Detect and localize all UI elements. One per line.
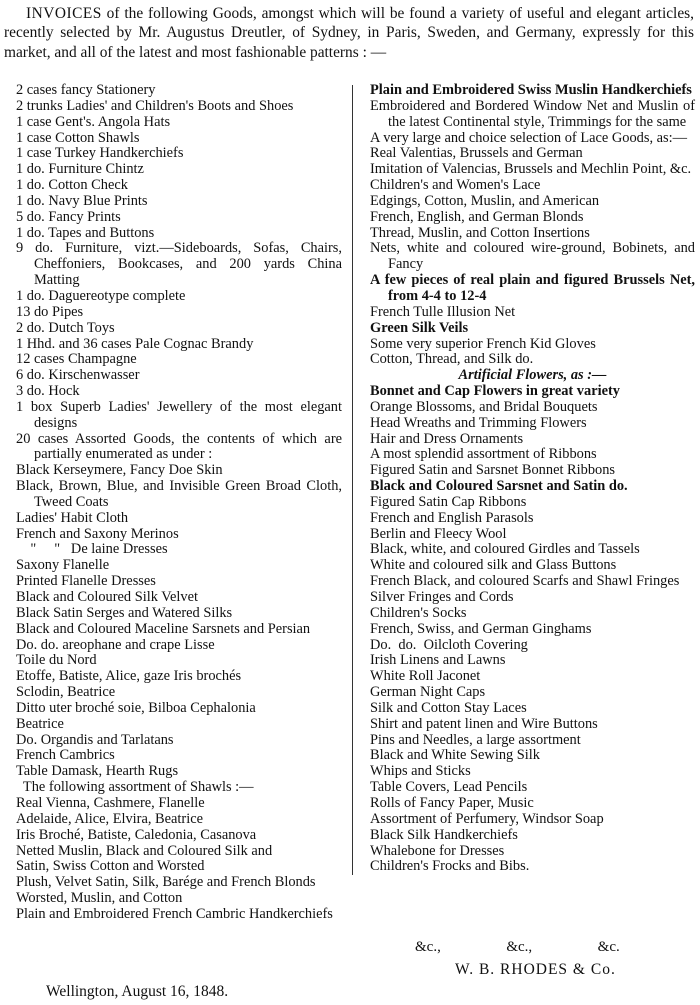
list-item: Imitation of Valencias, Brussels and Mechlin Point, &c.	[370, 161, 692, 178]
list-item: Black Satin Serges and Watered Silks	[16, 604, 233, 621]
list-item: " " De laine Dresses	[16, 541, 168, 558]
list-item: 1 do. Navy Blue Prints	[16, 192, 148, 209]
list-item: 13 do Pipes	[16, 303, 84, 320]
list-item: Some very superior French Kid Gloves	[370, 335, 596, 352]
list-item: Printed Flanelle Dresses	[16, 573, 156, 590]
list-item: Sclodin, Beatrice	[16, 684, 116, 701]
list-item: German Night Caps	[370, 684, 486, 701]
list-item: A very large and choice selection of Lace Goods, as:—	[370, 129, 688, 146]
list-item: Nets, white and coloured wire-ground, Bobinets, and Fancy	[370, 240, 695, 273]
list-item: Shirt and patent linen and Wire Buttons	[370, 715, 598, 732]
list-item: French and English Parasols	[370, 509, 534, 526]
list-item: Table Covers, Lead Pencils	[370, 779, 528, 796]
list-item: A most splendid assortment of Ribbons	[370, 446, 597, 463]
etc-mark: &c.,	[506, 939, 533, 955]
list-item: Assortment of Perfumery, Windsor Soap	[370, 810, 604, 827]
list-item: Children's Frocks and Bibs.	[370, 858, 530, 875]
list-item: Black Kerseymere, Fancy Doe Skin	[16, 462, 223, 479]
list-item: 2 cases fancy Stationery	[16, 82, 156, 98]
list-item: 1 do. Cotton Check	[16, 177, 128, 194]
list-item: 1 do. Tapes and Buttons	[16, 224, 155, 241]
list-item: Plain and Embroidered French Cambric Handkerchiefs	[16, 905, 333, 922]
dateline: Wellington, August 16, 1848.	[46, 983, 229, 1000]
list-item: Real Vienna, Cashmere, Flanelle	[16, 794, 205, 811]
etc-line	[415, 939, 620, 956]
list-item: Netted Muslin, Black and Coloured Silk and	[16, 842, 273, 859]
list-item: Black, white, and coloured Girdles and Tassels	[370, 541, 640, 558]
list-item: Black Silk Handkerchiefs	[370, 826, 518, 843]
list-item: Plush, Velvet Satin, Silk, Barége and French Blonds	[16, 874, 316, 891]
list-item: Embroidered and Bordered Window Net and Muslin of the latest Continental style, Trimmings for the same	[370, 97, 695, 130]
artificial-flowers-heading: Artificial Flowers, as :—	[458, 367, 607, 384]
list-item: Black and Coloured Silk Velvet	[16, 589, 198, 605]
list-item: Iris Broché, Batiste, Caledonia, Casanova	[16, 826, 257, 843]
list-item: White and coloured silk and Glass Buttons	[370, 557, 617, 574]
intro-paragraph	[4, 4, 694, 62]
list-item: Table Damask, Hearth Rugs	[16, 763, 179, 780]
list-item: White Roll Jaconet	[370, 668, 481, 685]
list-item: Do. do. areophane and crape Lisse	[16, 636, 215, 653]
list-item: Figured Satin Cap Ribbons	[370, 493, 527, 510]
list-item: Silk and Cotton Stay Laces	[370, 699, 527, 716]
list-item: Ladies' Habit Cloth	[16, 509, 129, 526]
list-item: French, English, and German Blonds	[370, 208, 584, 225]
shawls-subheading: The following assortment of Shawls :—	[16, 779, 254, 796]
list-item: 12 cases Champagne	[16, 351, 137, 368]
list-item: Orange Blossoms, and Bridal Bouquets	[370, 398, 598, 415]
list-item: 2 trunks Ladies' and Children's Boots and Shoes	[16, 97, 294, 114]
list-item: Head Wreaths and Trimming Flowers	[370, 414, 587, 431]
list-item: Saxony Flanelle	[16, 557, 110, 574]
list-item: Children's Socks	[370, 604, 467, 621]
list-item: Rolls of Fancy Paper, Music	[370, 794, 534, 811]
list-item: Plain and Embroidered Swiss Muslin Handkerchiefs	[370, 82, 692, 98]
list-item: Do. do. Oilcloth Covering	[370, 636, 528, 653]
list-item: Black and Coloured Maceline Sarsnets and Persian	[16, 620, 311, 637]
list-item: Cotton, Thread, and Silk do.	[370, 351, 534, 368]
list-item: 1 case Gent's. Angola Hats	[16, 113, 171, 130]
list-item: Irish Linens and Lawns	[370, 652, 506, 669]
list-item: 1 do. Furniture Chintz	[16, 161, 144, 178]
etc-mark: &c.	[597, 939, 620, 955]
list-item: Hair and Dress Ornaments	[370, 430, 524, 447]
list-item: French, Swiss, and German Ginghams	[370, 620, 592, 637]
list-item: Thread, Muslin, and Cotton Insertions	[370, 224, 590, 241]
list-item: 2 do. Dutch Toys	[16, 319, 115, 336]
list-item: Pins and Needles, a large assortment	[370, 731, 581, 748]
list-item: Black and White Sewing Silk	[370, 747, 541, 764]
list-item: Silver Fringes and Cords	[370, 589, 514, 605]
list-item: 5 do. Fancy Prints	[16, 208, 121, 225]
intro-lead: INVOICES	[26, 5, 102, 22]
list-item: Children's and Women's Lace	[370, 177, 541, 194]
list-item: 1 do. Daguereotype complete	[16, 287, 186, 304]
list-item: Beatrice	[16, 715, 64, 732]
list-item: Figured Satin and Sarsnet Bonnet Ribbons	[370, 462, 616, 479]
list-item: 1 Hhd. and 36 cases Pale Cognac Brandy	[16, 335, 254, 352]
list-item: A few pieces of real plain and figured Brussels Net, from 4-4 to 12-4	[370, 272, 695, 304]
list-item: 1 box Superb Ladies' Jewellery of the most elegant designs	[16, 398, 342, 431]
list-item: French Black, and coloured Scarfs and Shawl Fringes	[370, 573, 680, 590]
signature: W. B. RHODES & Co.	[455, 961, 616, 978]
list-item: 1 case Turkey Handkerchiefs	[16, 145, 184, 162]
list-item: Whalebone for Dresses	[370, 842, 505, 859]
intro-text: of the following Goods, amongst which will be found a variety of useful and elegant articles, recently selected by Mr. Augustus Dreutler, of Sydney, in Paris, Sweden, and Germany, expressly for this market, and all of the latest and most fashionable patterns : —	[4, 5, 694, 61]
etc-mark: &c.,	[415, 939, 441, 955]
list-item: 3 do. Hock	[16, 383, 80, 400]
list-item: Toile du Nord	[16, 652, 97, 669]
list-item: Bonnet and Cap Flowers in great variety	[370, 383, 620, 400]
list-item: Ditto uter broché soie, Bilboa Cephalonia	[16, 699, 256, 716]
list-item: Green Silk Veils	[370, 319, 469, 336]
list-item: 1 case Cotton Shawls	[16, 129, 140, 146]
list-item: 20 cases Assorted Goods, the contents of which are partially enumerated as under :	[16, 430, 342, 463]
list-item: Berlin and Fleecy Wool	[370, 525, 507, 542]
list-item: French Tulle Illusion Net	[370, 303, 516, 320]
list-item: Worsted, Muslin, and Cotton	[16, 890, 183, 907]
left-column	[16, 83, 342, 923]
list-item: Do. Organdis and Tarlatans	[16, 731, 174, 748]
list-item: Whips and Sticks	[370, 763, 471, 780]
list-item: Edgings, Cotton, Muslin, and American	[370, 192, 600, 209]
list-item: Black and Coloured Sarsnet and Satin do.	[370, 478, 628, 495]
list-item: Satin, Swiss Cotton and Worsted	[16, 858, 205, 875]
column-divider	[352, 85, 353, 875]
list-item: 9 do. Furniture, vizt.—Sideboards, Sofas, Chairs, Cheffoniers, Bookcases, and 200 yards China Matting	[16, 240, 342, 289]
list-item: Etoffe, Batiste, Alice, gaze Iris brochés	[16, 668, 242, 685]
list-item: Adelaide, Alice, Elvira, Beatrice	[16, 810, 203, 827]
list-item: Black, Brown, Blue, and Invisible Green Broad Cloth, Tweed Coats	[16, 478, 342, 510]
list-item: French and Saxony Merinos	[16, 525, 179, 542]
list-item: Real Valentias, Brussels and German	[370, 145, 583, 162]
right-column	[370, 83, 695, 875]
list-item: French Cambrics	[16, 747, 115, 764]
list-item: 6 do. Kirschenwasser	[16, 367, 140, 384]
